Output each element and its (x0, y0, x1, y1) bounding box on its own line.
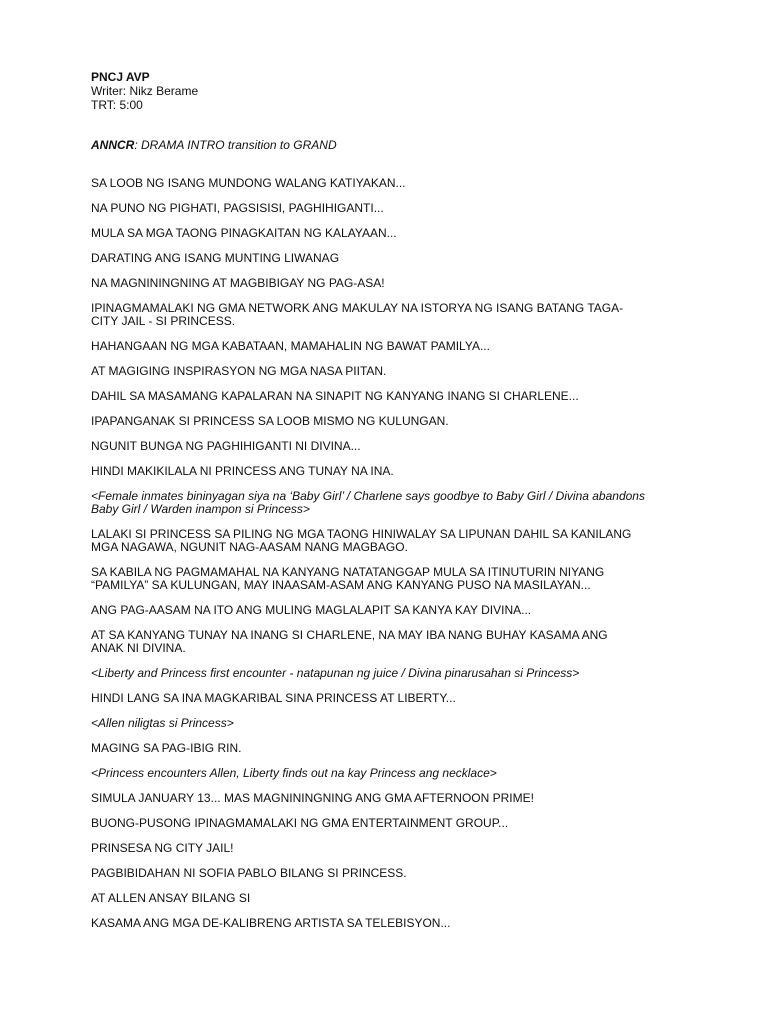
voiceover-line: AT SA KANYANG TUNAY NA INANG SI CHARLENE, NA MAY IBA NANG BUHAY KASAMA ANG ANAK NI DIVINA. (91, 628, 608, 655)
stage-direction: <Liberty and Princess first encounter - natapunan ng juice / Divina pinarusahan si Princess> (91, 666, 580, 680)
voiceover-line: PAGBIBIDAHAN NI SOFIA PABLO BILANG SI PRINCESS. (91, 866, 407, 880)
voiceover-line: KASAMA ANG MGA DE-KALIBRENG ARTISTA SA TELEBISYON... (91, 916, 451, 930)
voiceover-line: MULA SA MGA TAONG PINAGKAITAN NG KALAYAAN... (91, 226, 397, 240)
stage-direction: <Female inmates bininyagan siya na ‘Baby Girl’ / Charlene says goodbye to Baby Girl / Divina abandons Baby Girl / Warden inampon si Princess> (91, 489, 645, 516)
voiceover-line: LALAKI SI PRINCESS SA PILING NG MGA TAONG HINIWALAY SA LIPUNAN DAHIL SA KANILANG MGA NAGAWA, NGUNIT NAG-AASAM NANG MAGBAGO. (91, 527, 632, 554)
voiceover-line: HAHANGAAN NG MGA KABATAAN, MAMAHALIN NG BAWAT PAMILYA... (91, 339, 490, 353)
voiceover-line: IPAPANGANAK SI PRINCESS SA LOOB MISMO NG KULUNGAN. (91, 414, 449, 428)
running-time: TRT: 5:00 (91, 98, 143, 112)
script-header (91, 70, 691, 112)
voiceover-line: SIMULA JANUARY 13... MAS MAGNININGNING ANG GMA AFTERNOON PRIME! (91, 791, 534, 805)
voiceover-line: IPINAGMAMALAKI NG GMA NETWORK ANG MAKULAY NA ISTORYA NG ISANG BATANG TAGA- CITY JAIL - SI PRINCESS. (91, 301, 624, 328)
voiceover-line: NA PUNO NG PIGHATI, PAGSISISI, PAGHIHIGANTI... (91, 201, 384, 215)
script-body (91, 177, 691, 930)
announcer-label: ANNCR (91, 138, 135, 152)
writer-credit: Writer: Nikz Berame (91, 84, 199, 98)
announcer-cue-text: : DRAMA INTRO transition to GRAND (134, 138, 337, 152)
announcer-cue (91, 138, 691, 152)
voiceover-line: SA LOOB NG ISANG MUNDONG WALANG KATIYAKAN... (91, 176, 406, 190)
voiceover-line: AT MAGIGING INSPIRASYON NG MGA NASA PIITAN. (91, 364, 387, 378)
voiceover-line: NGUNIT BUNGA NG PAGHIHIGANTI NI DIVINA... (91, 439, 361, 453)
voiceover-line: NA MAGNININGNING AT MAGBIBIGAY NG PAG-ASA! (91, 276, 385, 290)
voiceover-line: DARATING ANG ISANG MUNTING LIWANAG (91, 251, 340, 265)
voiceover-line: MAGING SA PAG-IBIG RIN. (91, 741, 242, 755)
script-page (91, 70, 691, 942)
script-title: PNCJ AVP (91, 70, 150, 84)
voiceover-line: ANG PAG-AASAM NA ITO ANG MULING MAGLALAPIT SA KANYA KAY DIVINA... (91, 603, 532, 617)
voiceover-line: AT ALLEN ANSAY BILANG SI (91, 891, 251, 905)
voiceover-line: PRINSESA NG CITY JAIL! (91, 841, 234, 855)
stage-direction: <Allen niligtas si Princess> (91, 716, 234, 730)
voiceover-line: BUONG-PUSONG IPINAGMAMALAKI NG GMA ENTERTAINMENT GROUP... (91, 816, 509, 830)
voiceover-line: DAHIL SA MASAMANG KAPALARAN NA SINAPIT NG KANYANG INANG SI CHARLENE... (91, 389, 579, 403)
stage-direction: <Princess encounters Allen, Liberty finds out na kay Princess ang necklace> (91, 766, 497, 780)
voiceover-line: SA KABILA NG PAGMAMAHAL NA KANYANG NATATANGGAP MULA SA ITINUTURIN NIYANG “PAMILYA” SA KULUNGAN, MAY INAASAM-ASAM ANG KANYANG PUSO NA MASILAYAN... (91, 565, 605, 592)
voiceover-line: HINDI LANG SA INA MAGKARIBAL SINA PRINCESS AT LIBERTY... (91, 691, 456, 705)
voiceover-line: HINDI MAKIKILALA NI PRINCESS ANG TUNAY NA INA. (91, 464, 394, 478)
